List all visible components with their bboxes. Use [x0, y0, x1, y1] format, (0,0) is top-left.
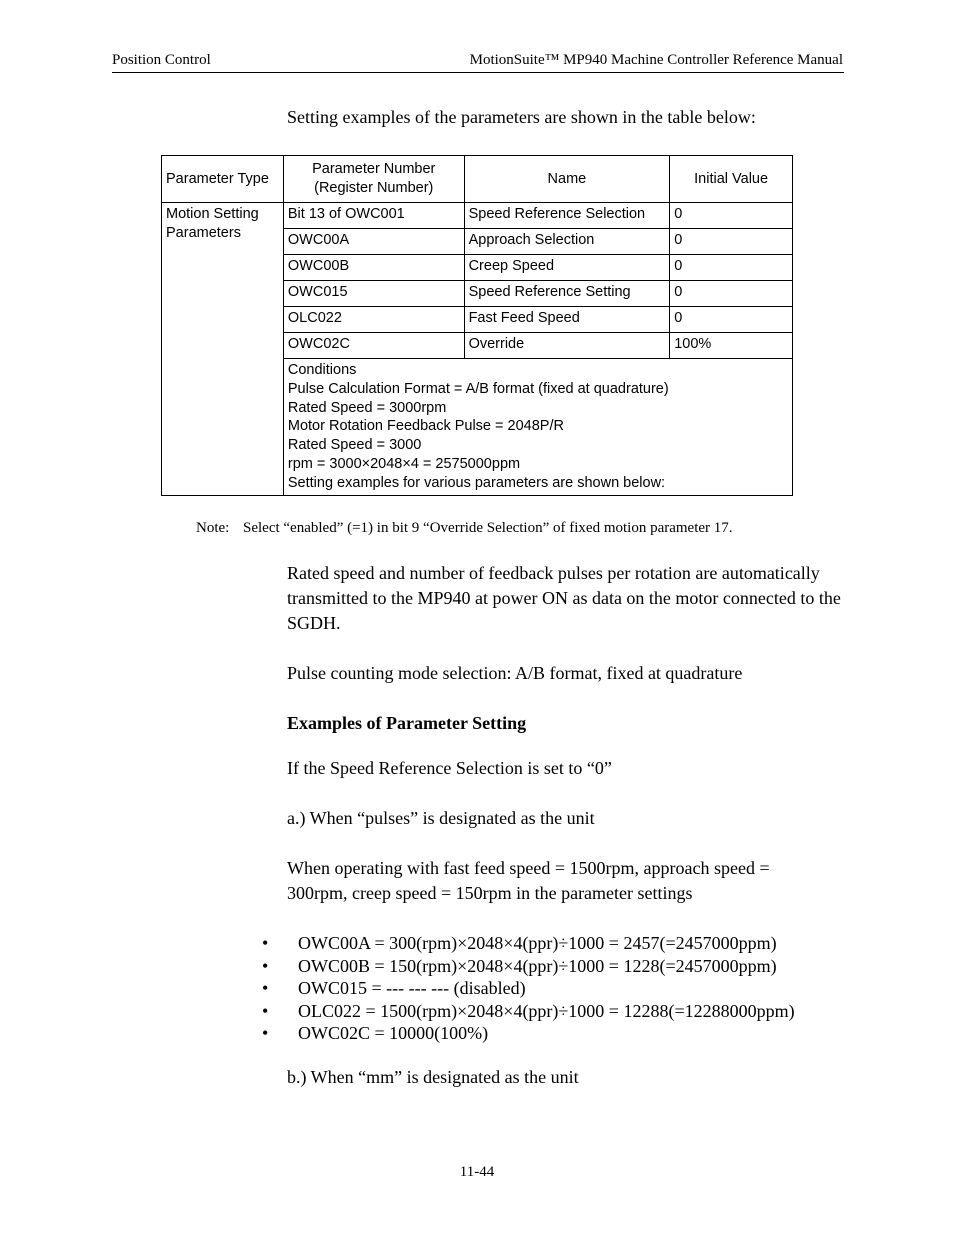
cell-value: 0 — [670, 255, 793, 281]
cell-value: 0 — [670, 203, 793, 229]
col-header-number — [283, 156, 464, 203]
list-item-text: OWC00A = 300(rpm)×2048×4(ppr)÷1000 = 2457(=2457000ppm) — [298, 933, 777, 953]
conditions-line: Motor Rotation Feedback Pulse = 2048P/R — [287, 418, 564, 435]
header-divider — [112, 72, 844, 73]
conditions-line: rpm = 3000×2048×4 = 2575000ppm — [287, 455, 521, 472]
parameter-table — [161, 155, 793, 496]
cell-value: 100% — [670, 333, 793, 359]
cell-number: OWC00A — [283, 229, 464, 255]
header-manual-title: MotionSuite™ MP940 Machine Controller Reference Manual — [469, 52, 843, 68]
list-item-text: OWC02C = 10000(100%) — [298, 1023, 489, 1043]
bullet-glyph: • — [262, 1023, 269, 1043]
header-section: Position Control — [112, 52, 211, 68]
list-item-text: OLC022 = 1500(rpm)×2048×4(ppr)÷1000 = 12288(=12288000ppm) — [298, 1000, 795, 1021]
conditions-line: Rated Speed = 3000rpm — [287, 399, 447, 416]
paragraph-speed-ref: If the Speed Reference Selection is set to “0” — [287, 758, 612, 778]
cell-number: Bit 13 of OWC001 — [283, 203, 464, 229]
list-item — [262, 932, 795, 955]
col-header-name: Name — [464, 156, 670, 203]
cell-value: 0 — [670, 307, 793, 333]
cell-value: 0 — [670, 229, 793, 255]
col-header-number-line1: Parameter Number — [312, 161, 436, 178]
table-row — [162, 203, 793, 229]
cell-name: Creep Speed — [464, 255, 670, 281]
conditions-line: Conditions — [287, 362, 357, 378]
cell-number: OLC022 — [283, 307, 464, 333]
col-header-type: Parameter Type — [162, 156, 284, 203]
list-item-text: OWC00B = 150(rpm)×2048×4(ppr)÷1000 = 1228(=2457000ppm) — [298, 955, 777, 976]
cell-number: OWC015 — [283, 281, 464, 307]
cell-name: Speed Reference Selection — [464, 203, 670, 229]
group-label-line1: Motion Setting — [166, 206, 259, 222]
calculation-list — [262, 932, 795, 1045]
paragraph-operating: When operating with fast feed speed = 1500rpm, approach speed = 300rpm, creep speed = 150rpm in the parameter settings — [287, 858, 770, 903]
cell-name: Fast Feed Speed — [464, 307, 670, 333]
bullet-glyph: • — [262, 933, 269, 953]
note — [196, 520, 733, 537]
cell-number: OWC00B — [283, 255, 464, 281]
section-heading: Examples of Parameter Setting — [287, 713, 527, 733]
list-item — [262, 1000, 795, 1023]
cell-name: Override — [464, 333, 670, 359]
conditions-line: Setting examples for various parameters are shown below: — [287, 474, 666, 491]
list-item-text: OWC015 = --- --- --- (disabled) — [298, 978, 526, 998]
conditions-line: Pulse Calculation Format = A/B format (fixed at quadrature) — [287, 380, 669, 397]
page-number: 11-44 — [459, 1164, 495, 1180]
col-header-initial: Initial Value — [670, 156, 793, 203]
paragraph-pulse-mode: Pulse counting mode selection: A/B format, fixed at quadrature — [287, 663, 743, 683]
paragraph-unit-mm: b.) When “mm” is designated as the unit — [287, 1067, 579, 1087]
paragraph-rated-speed: Rated speed and number of feedback pulses per rotation are automatically transmitted to the MP940 at power ON as data on the motor connected to the SGDH. — [287, 563, 841, 633]
bullet-glyph: • — [262, 978, 269, 998]
conditions-cell — [283, 359, 792, 496]
cell-number: OWC02C — [283, 333, 464, 359]
bullet-glyph: • — [262, 1000, 269, 1021]
paragraph-unit-pulses: a.) When “pulses” is designated as the unit — [287, 808, 595, 828]
list-item — [262, 977, 795, 1000]
cell-value: 0 — [670, 281, 793, 307]
cell-name: Speed Reference Setting — [464, 281, 670, 307]
note-text: Select “enabled” (=1) in bit 9 “Override Selection” of fixed motion parameter 17. — [243, 520, 733, 536]
conditions-line: Rated Speed = 3000 — [287, 437, 422, 454]
cell-name: Approach Selection — [464, 229, 670, 255]
intro-text: Setting examples of the parameters are shown in the table below: — [287, 107, 756, 127]
col-header-number-line2: (Register Number) — [314, 180, 434, 196]
group-label-cell — [162, 203, 284, 496]
group-label-line2: Parameters — [166, 224, 241, 241]
list-item — [262, 955, 795, 978]
list-item — [262, 1022, 795, 1045]
table-header-row — [162, 156, 793, 203]
bullet-glyph: • — [262, 955, 269, 976]
note-label: Note: — [196, 520, 230, 536]
